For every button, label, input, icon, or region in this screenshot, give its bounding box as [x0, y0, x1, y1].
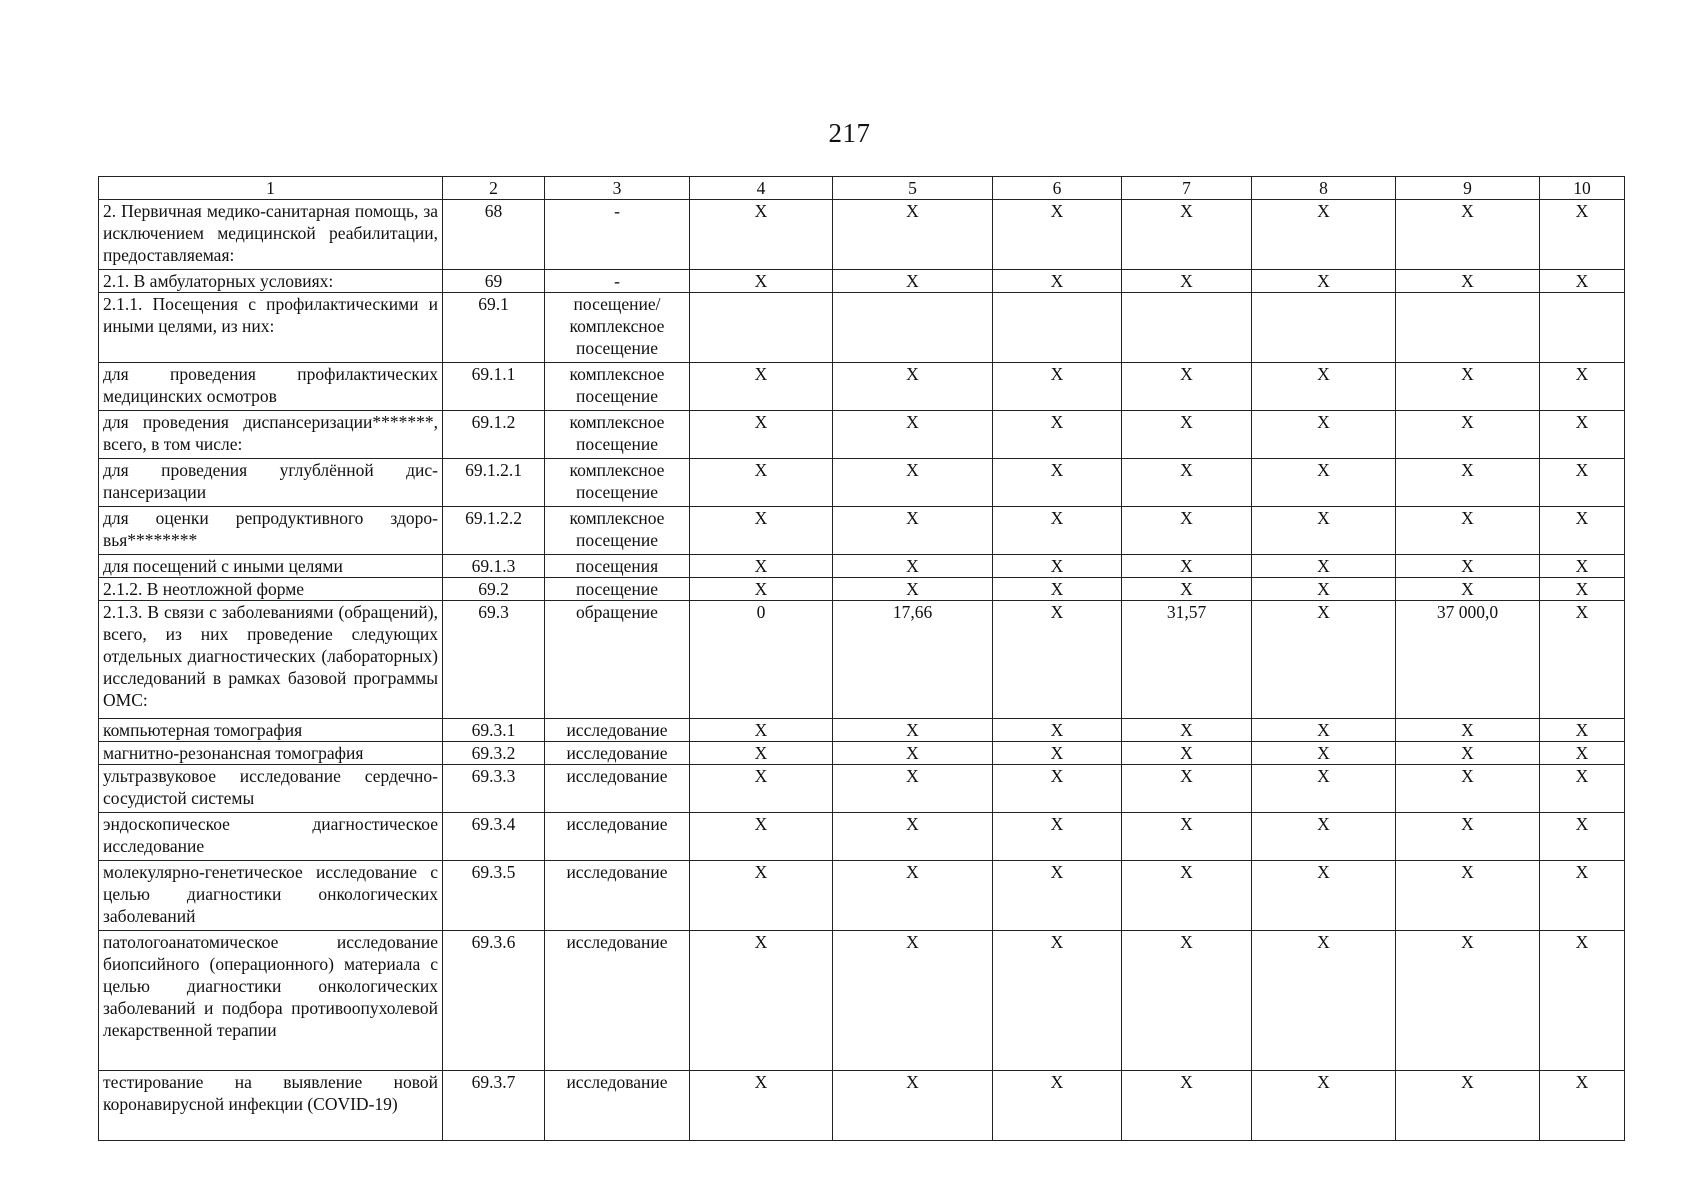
- col-4-cell: X: [690, 813, 833, 861]
- unit-cell: посещения: [545, 555, 690, 578]
- col-9-cell: X: [1396, 555, 1540, 578]
- row-code-cell: 69: [443, 270, 545, 293]
- table-row: [99, 813, 1625, 861]
- col-7-cell: X: [1122, 200, 1252, 270]
- header-cell: 8: [1252, 177, 1396, 200]
- unit-cell: комплексное посещение: [545, 459, 690, 507]
- row-code-cell: 69.1.2: [443, 411, 545, 459]
- col-7-cell: X: [1122, 765, 1252, 813]
- col-8-cell: X: [1252, 813, 1396, 861]
- col-7-cell: X: [1122, 813, 1252, 861]
- col-4-cell: [690, 293, 833, 363]
- table-row: [99, 931, 1625, 1071]
- col-9-cell: X: [1396, 411, 1540, 459]
- col-4-cell: X: [690, 742, 833, 765]
- col-6-cell: [993, 293, 1122, 363]
- col-10-cell: X: [1540, 459, 1625, 507]
- header-cell: 3: [545, 177, 690, 200]
- row-label-cell: тестирование на выявление новой коронавирусной инфекции (COVID-19): [99, 1071, 443, 1141]
- row-label-cell: для проведения профилактических медицинских осмотров: [99, 363, 443, 411]
- unit-cell: посещение/ комплексное посещение: [545, 293, 690, 363]
- col-5-cell: X: [833, 931, 993, 1071]
- col-4-cell: X: [690, 1071, 833, 1141]
- unit-cell: исследование: [545, 765, 690, 813]
- unit-cell: исследование: [545, 1071, 690, 1141]
- header-cell: 5: [833, 177, 993, 200]
- header-cell: 10: [1540, 177, 1625, 200]
- unit-cell: -: [545, 270, 690, 293]
- col-6-cell: X: [993, 742, 1122, 765]
- col-9-cell: X: [1396, 1071, 1540, 1141]
- col-7-cell: X: [1122, 742, 1252, 765]
- col-4-cell: X: [690, 507, 833, 555]
- col-4-cell: X: [690, 363, 833, 411]
- table-row: [99, 601, 1625, 719]
- col-10-cell: X: [1540, 507, 1625, 555]
- col-6-cell: X: [993, 507, 1122, 555]
- col-4-cell: X: [690, 931, 833, 1071]
- table-row: [99, 363, 1625, 411]
- col-8-cell: X: [1252, 719, 1396, 742]
- col-10-cell: X: [1540, 200, 1625, 270]
- row-label-cell: компьютерная томография: [99, 719, 443, 742]
- col-9-cell: X: [1396, 200, 1540, 270]
- col-5-cell: X: [833, 861, 993, 931]
- col-8-cell: X: [1252, 601, 1396, 719]
- col-5-cell: X: [833, 765, 993, 813]
- row-label-cell: молекулярно-генетическое исследование с целью диагностики онкологических заболеваний: [99, 861, 443, 931]
- col-7-cell: X: [1122, 719, 1252, 742]
- col-9-cell: X: [1396, 813, 1540, 861]
- col-9-cell: X: [1396, 742, 1540, 765]
- col-6-cell: X: [993, 200, 1122, 270]
- col-5-cell: X: [833, 813, 993, 861]
- table-row: [99, 459, 1625, 507]
- header-cell: 1: [99, 177, 443, 200]
- col-6-cell: X: [993, 459, 1122, 507]
- col-7-cell: X: [1122, 578, 1252, 601]
- row-label-cell: эндоскопическое диагностическое исследование: [99, 813, 443, 861]
- col-6-cell: X: [993, 578, 1122, 601]
- unit-cell: исследование: [545, 813, 690, 861]
- row-code-cell: 69.3.2: [443, 742, 545, 765]
- col-9-cell: X: [1396, 861, 1540, 931]
- col-8-cell: [1252, 293, 1396, 363]
- header-cell: 9: [1396, 177, 1540, 200]
- col-10-cell: X: [1540, 578, 1625, 601]
- col-10-cell: X: [1540, 270, 1625, 293]
- col-9-cell: 37 000,0: [1396, 601, 1540, 719]
- col-4-cell: X: [690, 765, 833, 813]
- col-9-cell: X: [1396, 459, 1540, 507]
- col-6-cell: X: [993, 765, 1122, 813]
- row-code-cell: 69.3: [443, 601, 545, 719]
- col-10-cell: X: [1540, 601, 1625, 719]
- col-10-cell: X: [1540, 719, 1625, 742]
- data-table: [98, 176, 1625, 1141]
- col-9-cell: X: [1396, 931, 1540, 1071]
- col-10-cell: X: [1540, 555, 1625, 578]
- row-code-cell: 69.1.2.1: [443, 459, 545, 507]
- col-10-cell: X: [1540, 363, 1625, 411]
- col-7-cell: X: [1122, 1071, 1252, 1141]
- row-label-cell: для проведения углублённой диспансеризации: [99, 459, 443, 507]
- col-10-cell: X: [1540, 861, 1625, 931]
- row-label-cell: 2.1.1. Посещения с профилактическими и иными целями, из них:: [99, 293, 443, 363]
- row-code-cell: 69.3.6: [443, 931, 545, 1071]
- row-code-cell: 69.1.3: [443, 555, 545, 578]
- col-4-cell: X: [690, 411, 833, 459]
- col-10-cell: X: [1540, 813, 1625, 861]
- header-row: [99, 177, 1625, 200]
- col-5-cell: [833, 293, 993, 363]
- col-5-cell: X: [833, 270, 993, 293]
- table-row: [99, 293, 1625, 363]
- col-7-cell: X: [1122, 861, 1252, 931]
- col-10-cell: X: [1540, 742, 1625, 765]
- col-9-cell: X: [1396, 363, 1540, 411]
- row-label-cell: магнитно-резонансная томография: [99, 742, 443, 765]
- col-8-cell: X: [1252, 1071, 1396, 1141]
- row-label-cell: ультразвуковое исследование сердечно-сосудистой системы: [99, 765, 443, 813]
- row-code-cell: 69.1: [443, 293, 545, 363]
- col-5-cell: X: [833, 200, 993, 270]
- col-9-cell: X: [1396, 507, 1540, 555]
- col-6-cell: X: [993, 719, 1122, 742]
- col-7-cell: X: [1122, 363, 1252, 411]
- table-row: [99, 507, 1625, 555]
- col-8-cell: X: [1252, 931, 1396, 1071]
- col-4-cell: X: [690, 555, 833, 578]
- col-5-cell: X: [833, 555, 993, 578]
- col-4-cell: X: [690, 270, 833, 293]
- col-8-cell: X: [1252, 742, 1396, 765]
- col-7-cell: X: [1122, 931, 1252, 1071]
- page-number: 217: [828, 118, 871, 148]
- table-row: [99, 411, 1625, 459]
- col-5-cell: X: [833, 507, 993, 555]
- unit-cell: исследование: [545, 861, 690, 931]
- unit-cell: комплексное посещение: [545, 507, 690, 555]
- unit-cell: комплексное посещение: [545, 363, 690, 411]
- col-10-cell: X: [1540, 931, 1625, 1071]
- row-label-cell: для посещений с иными целями: [99, 555, 443, 578]
- col-7-cell: X: [1122, 507, 1252, 555]
- unit-cell: исследование: [545, 719, 690, 742]
- col-10-cell: X: [1540, 765, 1625, 813]
- col-8-cell: X: [1252, 270, 1396, 293]
- header-cell: 7: [1122, 177, 1252, 200]
- table-row: [99, 765, 1625, 813]
- row-label-cell: 2.1.2. В неотложной форме: [99, 578, 443, 601]
- table-row: [99, 742, 1625, 765]
- header-cell: 2: [443, 177, 545, 200]
- col-7-cell: 31,57: [1122, 601, 1252, 719]
- col-5-cell: X: [833, 411, 993, 459]
- col-9-cell: X: [1396, 578, 1540, 601]
- col-10-cell: X: [1540, 411, 1625, 459]
- table-row: [99, 719, 1625, 742]
- col-7-cell: [1122, 293, 1252, 363]
- col-7-cell: X: [1122, 411, 1252, 459]
- col-6-cell: X: [993, 861, 1122, 931]
- col-9-cell: X: [1396, 719, 1540, 742]
- col-8-cell: X: [1252, 411, 1396, 459]
- col-6-cell: X: [993, 813, 1122, 861]
- row-label-cell: для проведения диспансеризации*******, всего, в том числе:: [99, 411, 443, 459]
- col-7-cell: X: [1122, 555, 1252, 578]
- col-4-cell: X: [690, 861, 833, 931]
- header-cell: 4: [690, 177, 833, 200]
- unit-cell: -: [545, 200, 690, 270]
- col-4-cell: X: [690, 459, 833, 507]
- col-4-cell: X: [690, 719, 833, 742]
- col-9-cell: X: [1396, 765, 1540, 813]
- col-10-cell: [1540, 293, 1625, 363]
- unit-cell: комплексное посещение: [545, 411, 690, 459]
- col-4-cell: X: [690, 200, 833, 270]
- col-8-cell: X: [1252, 459, 1396, 507]
- col-5-cell: X: [833, 578, 993, 601]
- row-code-cell: 69.1.1: [443, 363, 545, 411]
- col-5-cell: X: [833, 459, 993, 507]
- row-code-cell: 68: [443, 200, 545, 270]
- col-9-cell: X: [1396, 270, 1540, 293]
- table-row: [99, 578, 1625, 601]
- table-row: [99, 270, 1625, 293]
- col-8-cell: X: [1252, 507, 1396, 555]
- col-10-cell: X: [1540, 1071, 1625, 1141]
- col-5-cell: X: [833, 742, 993, 765]
- row-code-cell: 69.3.3: [443, 765, 545, 813]
- row-label-cell: 2.1. В амбулаторных условиях:: [99, 270, 443, 293]
- col-6-cell: X: [993, 555, 1122, 578]
- table-row: [99, 555, 1625, 578]
- table-row: [99, 861, 1625, 931]
- col-6-cell: X: [993, 1071, 1122, 1141]
- col-7-cell: X: [1122, 270, 1252, 293]
- col-4-cell: 0: [690, 601, 833, 719]
- row-code-cell: 69.3.7: [443, 1071, 545, 1141]
- unit-cell: исследование: [545, 931, 690, 1071]
- row-label-cell: патологоанатомическое исследование биопсийного (операционного) материала с целью диагностики онкологических заболеваний и подбора противоопухолевой лекарственной терапии: [99, 931, 443, 1071]
- col-8-cell: X: [1252, 363, 1396, 411]
- col-8-cell: X: [1252, 555, 1396, 578]
- table-row: [99, 1071, 1625, 1141]
- col-8-cell: X: [1252, 765, 1396, 813]
- unit-cell: исследование: [545, 742, 690, 765]
- row-label-cell: 2.1.3. В связи с заболеваниями (обращений), всего, из них проведение следующих отдельных диагностических (лабораторных) исследований в рамках базовой программы ОМС:: [99, 601, 443, 719]
- col-6-cell: X: [993, 363, 1122, 411]
- col-5-cell: X: [833, 1071, 993, 1141]
- col-6-cell: X: [993, 931, 1122, 1071]
- row-code-cell: 69.3.4: [443, 813, 545, 861]
- col-5-cell: 17,66: [833, 601, 993, 719]
- col-8-cell: X: [1252, 861, 1396, 931]
- col-8-cell: X: [1252, 200, 1396, 270]
- row-label-cell: для оценки репродуктивного здоровья********: [99, 507, 443, 555]
- row-code-cell: 69.1.2.2: [443, 507, 545, 555]
- col-5-cell: X: [833, 719, 993, 742]
- table-row: [99, 200, 1625, 270]
- header-cell: 6: [993, 177, 1122, 200]
- col-5-cell: X: [833, 363, 993, 411]
- col-6-cell: X: [993, 411, 1122, 459]
- col-7-cell: X: [1122, 459, 1252, 507]
- unit-cell: посещение: [545, 578, 690, 601]
- col-6-cell: X: [993, 601, 1122, 719]
- col-4-cell: X: [690, 578, 833, 601]
- col-6-cell: X: [993, 270, 1122, 293]
- row-code-cell: 69.3.5: [443, 861, 545, 931]
- row-label-cell: 2. Первичная медико-санитарная помощь, за исключением медицинской реабилитации, предоставляемая:: [99, 200, 443, 270]
- row-code-cell: 69.2: [443, 578, 545, 601]
- row-code-cell: 69.3.1: [443, 719, 545, 742]
- unit-cell: обращение: [545, 601, 690, 719]
- col-8-cell: X: [1252, 578, 1396, 601]
- col-9-cell: [1396, 293, 1540, 363]
